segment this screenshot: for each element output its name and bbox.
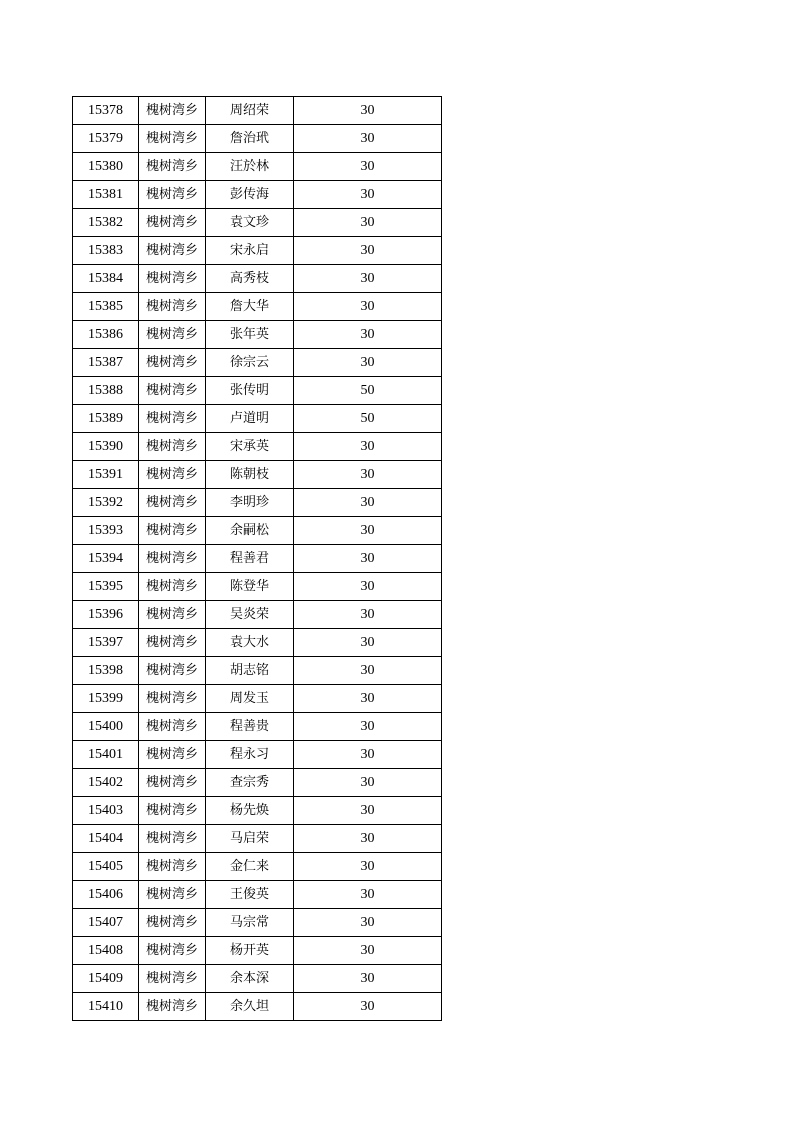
cell-town: 槐树湾乡 (139, 405, 206, 433)
cell-amount: 30 (294, 965, 442, 993)
cell-town: 槐树湾乡 (139, 97, 206, 125)
cell-name: 徐宗云 (206, 349, 294, 377)
cell-amount: 30 (294, 181, 442, 209)
cell-amount: 30 (294, 153, 442, 181)
table-row (73, 265, 442, 293)
table-row (73, 377, 442, 405)
table-row (73, 741, 442, 769)
cell-amount: 30 (294, 349, 442, 377)
cell-name: 王俊英 (206, 881, 294, 909)
cell-amount: 30 (294, 209, 442, 237)
cell-id: 15379 (73, 125, 139, 153)
cell-id: 15385 (73, 293, 139, 321)
cell-id: 15393 (73, 517, 139, 545)
cell-amount: 30 (294, 629, 442, 657)
cell-town: 槐树湾乡 (139, 657, 206, 685)
cell-name: 李明珍 (206, 489, 294, 517)
cell-town: 槐树湾乡 (139, 965, 206, 993)
cell-id: 15380 (73, 153, 139, 181)
cell-id: 15386 (73, 321, 139, 349)
cell-amount: 30 (294, 265, 442, 293)
cell-amount: 30 (294, 573, 442, 601)
cell-id: 15403 (73, 797, 139, 825)
table-row (73, 769, 442, 797)
cell-town: 槐树湾乡 (139, 237, 206, 265)
table-body (73, 97, 442, 1021)
cell-name: 余久坦 (206, 993, 294, 1021)
cell-town: 槐树湾乡 (139, 265, 206, 293)
cell-id: 15406 (73, 881, 139, 909)
cell-amount: 30 (294, 461, 442, 489)
cell-name: 吴炎荣 (206, 601, 294, 629)
cell-town: 槐树湾乡 (139, 797, 206, 825)
cell-amount: 30 (294, 601, 442, 629)
cell-id: 15387 (73, 349, 139, 377)
cell-name: 张传明 (206, 377, 294, 405)
table-row (73, 965, 442, 993)
cell-town: 槐树湾乡 (139, 853, 206, 881)
cell-id: 15389 (73, 405, 139, 433)
cell-name: 余本深 (206, 965, 294, 993)
cell-name: 杨先焕 (206, 797, 294, 825)
cell-amount: 30 (294, 769, 442, 797)
data-table (72, 96, 442, 1021)
cell-id: 15401 (73, 741, 139, 769)
cell-amount: 30 (294, 657, 442, 685)
cell-amount: 30 (294, 853, 442, 881)
table-row (73, 209, 442, 237)
table-row (73, 993, 442, 1021)
cell-name: 卢道明 (206, 405, 294, 433)
cell-id: 15381 (73, 181, 139, 209)
table-row (73, 797, 442, 825)
cell-name: 程善君 (206, 545, 294, 573)
cell-id: 15404 (73, 825, 139, 853)
table-row (73, 321, 442, 349)
cell-amount: 50 (294, 405, 442, 433)
cell-town: 槐树湾乡 (139, 629, 206, 657)
cell-town: 槐树湾乡 (139, 489, 206, 517)
cell-town: 槐树湾乡 (139, 461, 206, 489)
cell-town: 槐树湾乡 (139, 573, 206, 601)
cell-id: 15407 (73, 909, 139, 937)
cell-name: 金仁来 (206, 853, 294, 881)
cell-town: 槐树湾乡 (139, 937, 206, 965)
cell-name: 汪於林 (206, 153, 294, 181)
table-row (73, 545, 442, 573)
cell-town: 槐树湾乡 (139, 713, 206, 741)
cell-id: 15400 (73, 713, 139, 741)
cell-name: 陈朝枝 (206, 461, 294, 489)
cell-name: 杨开英 (206, 937, 294, 965)
cell-town: 槐树湾乡 (139, 125, 206, 153)
cell-id: 15408 (73, 937, 139, 965)
cell-id: 15382 (73, 209, 139, 237)
cell-name: 宋永启 (206, 237, 294, 265)
cell-name: 胡志铭 (206, 657, 294, 685)
cell-name: 马启荣 (206, 825, 294, 853)
cell-name: 余嗣松 (206, 517, 294, 545)
cell-town: 槐树湾乡 (139, 601, 206, 629)
cell-name: 詹治玳 (206, 125, 294, 153)
cell-town: 槐树湾乡 (139, 153, 206, 181)
cell-amount: 30 (294, 797, 442, 825)
cell-amount: 30 (294, 881, 442, 909)
cell-id: 15402 (73, 769, 139, 797)
table-row (73, 349, 442, 377)
table-row (73, 181, 442, 209)
cell-amount: 30 (294, 97, 442, 125)
cell-name: 陈登华 (206, 573, 294, 601)
cell-name: 高秀枝 (206, 265, 294, 293)
table-row (73, 573, 442, 601)
cell-town: 槐树湾乡 (139, 181, 206, 209)
document-page (72, 96, 442, 1021)
cell-amount: 30 (294, 125, 442, 153)
cell-name: 查宗秀 (206, 769, 294, 797)
table-row (73, 125, 442, 153)
cell-id: 15388 (73, 377, 139, 405)
table-row (73, 293, 442, 321)
table-row (73, 405, 442, 433)
cell-id: 15399 (73, 685, 139, 713)
cell-name: 袁大水 (206, 629, 294, 657)
cell-town: 槐树湾乡 (139, 741, 206, 769)
cell-id: 15390 (73, 433, 139, 461)
cell-id: 15410 (73, 993, 139, 1021)
cell-id: 15396 (73, 601, 139, 629)
cell-id: 15384 (73, 265, 139, 293)
table-row (73, 461, 442, 489)
table-row (73, 517, 442, 545)
cell-amount: 30 (294, 545, 442, 573)
cell-name: 詹大华 (206, 293, 294, 321)
table-row (73, 713, 442, 741)
cell-amount: 50 (294, 377, 442, 405)
table-row (73, 629, 442, 657)
cell-amount: 30 (294, 825, 442, 853)
cell-id: 15392 (73, 489, 139, 517)
cell-town: 槐树湾乡 (139, 881, 206, 909)
cell-amount: 30 (294, 237, 442, 265)
table-row (73, 601, 442, 629)
table-row (73, 97, 442, 125)
cell-id: 15395 (73, 573, 139, 601)
table-row (73, 853, 442, 881)
cell-id: 15383 (73, 237, 139, 265)
cell-id: 15405 (73, 853, 139, 881)
cell-name: 程永习 (206, 741, 294, 769)
cell-town: 槐树湾乡 (139, 517, 206, 545)
table-row (73, 237, 442, 265)
cell-amount: 30 (294, 433, 442, 461)
cell-name: 程善贵 (206, 713, 294, 741)
cell-name: 周绍荣 (206, 97, 294, 125)
cell-id: 15398 (73, 657, 139, 685)
cell-town: 槐树湾乡 (139, 349, 206, 377)
cell-town: 槐树湾乡 (139, 993, 206, 1021)
cell-name: 宋承英 (206, 433, 294, 461)
table-row (73, 153, 442, 181)
cell-name: 张年英 (206, 321, 294, 349)
cell-amount: 30 (294, 685, 442, 713)
cell-name: 彭传海 (206, 181, 294, 209)
cell-town: 槐树湾乡 (139, 321, 206, 349)
cell-amount: 30 (294, 489, 442, 517)
cell-town: 槐树湾乡 (139, 909, 206, 937)
table-row (73, 657, 442, 685)
cell-town: 槐树湾乡 (139, 769, 206, 797)
table-row (73, 685, 442, 713)
cell-name: 袁文珍 (206, 209, 294, 237)
cell-amount: 30 (294, 713, 442, 741)
cell-amount: 30 (294, 993, 442, 1021)
cell-name: 马宗常 (206, 909, 294, 937)
table-row (73, 433, 442, 461)
table-row (73, 881, 442, 909)
cell-town: 槐树湾乡 (139, 545, 206, 573)
table-row (73, 489, 442, 517)
cell-town: 槐树湾乡 (139, 685, 206, 713)
cell-id: 15394 (73, 545, 139, 573)
cell-id: 15391 (73, 461, 139, 489)
table-row (73, 909, 442, 937)
cell-amount: 30 (294, 293, 442, 321)
cell-amount: 30 (294, 937, 442, 965)
cell-id: 15397 (73, 629, 139, 657)
cell-name: 周发玉 (206, 685, 294, 713)
cell-town: 槐树湾乡 (139, 825, 206, 853)
cell-id: 15378 (73, 97, 139, 125)
cell-town: 槐树湾乡 (139, 293, 206, 321)
cell-amount: 30 (294, 909, 442, 937)
table-row (73, 825, 442, 853)
cell-amount: 30 (294, 517, 442, 545)
cell-amount: 30 (294, 741, 442, 769)
cell-town: 槐树湾乡 (139, 433, 206, 461)
table-row (73, 937, 442, 965)
cell-town: 槐树湾乡 (139, 209, 206, 237)
cell-amount: 30 (294, 321, 442, 349)
cell-town: 槐树湾乡 (139, 377, 206, 405)
cell-id: 15409 (73, 965, 139, 993)
